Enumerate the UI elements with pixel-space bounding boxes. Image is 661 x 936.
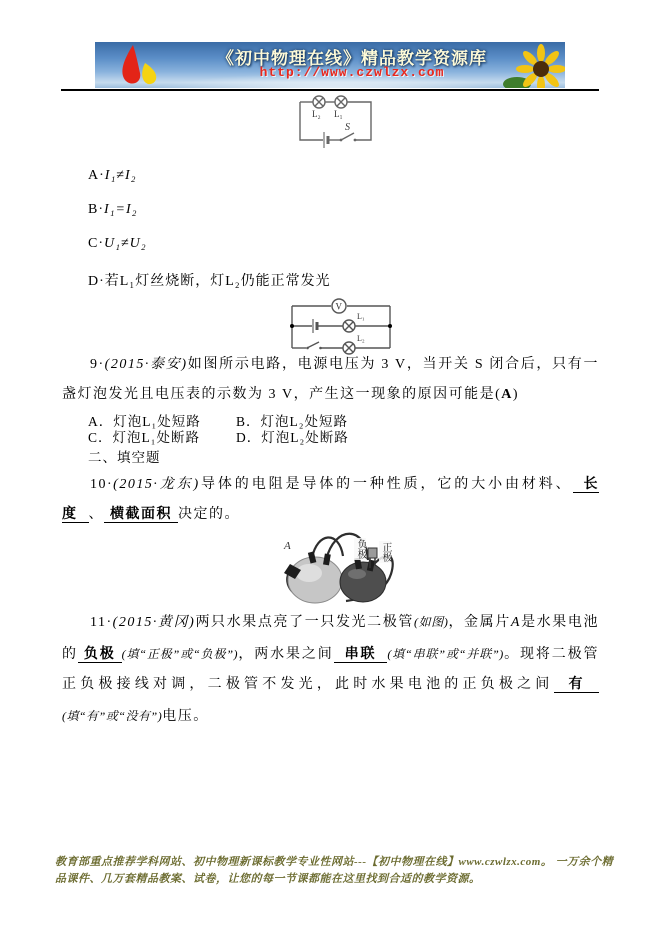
- separator: 、: [88, 507, 104, 522]
- lamp-left-label: L₂: [312, 109, 321, 119]
- lamp-bottom-label: L₂: [357, 334, 365, 343]
- question-11-stem6: 电压。: [162, 708, 209, 724]
- option-d-text: 若L₁灯丝烧断，灯L₂仍能正常发光: [104, 274, 331, 289]
- switch-icon: [308, 342, 319, 348]
- q9-option-b: B．灯泡L₂处短路: [236, 414, 348, 429]
- option-c-prefix: C·: [88, 236, 104, 251]
- led-icon: [368, 548, 377, 558]
- series-circuit-figure: [294, 92, 378, 152]
- question-11-blank1: 负极: [78, 647, 122, 663]
- question-10-stem1: 导体的电阻是导体的一种性质，它的大小由材料、: [199, 477, 573, 492]
- question-9-number: 9·: [90, 357, 105, 372]
- sunflower-icon: [503, 44, 565, 88]
- option-b-prefix: B·: [88, 202, 104, 217]
- lamp-top-label: L₁: [357, 312, 365, 321]
- switch-icon: [342, 133, 354, 140]
- q9-option-a: A．灯泡L₁处短路: [88, 414, 201, 429]
- switch-label: S: [345, 122, 350, 133]
- option-a: [88, 168, 137, 184]
- footer-promo-text: 教育部重点推荐学科网站、初中物理新课标教学专业性网站---【初中物理在线】www.czwlzx.com。 一万余个精品课件、几万套精品教案、试卷，让您的每一节课都能在这里找到合适的教学资源。: [55, 856, 614, 885]
- banner-title: 《初中物理在线》精品教学资源库: [217, 49, 487, 68]
- question-9-stem: 如图所示电路，电源电压为 3 V，当开关 S 闭合后，只有一盏灯泡发光且电压表的示数为 3 V，产生这一现象的原因可能是(: [62, 357, 599, 402]
- fruit-right: [340, 562, 386, 602]
- question-11-stem1: 两只水果点亮了一只发光二极管: [195, 615, 414, 630]
- question-9-answer: A: [501, 387, 513, 402]
- question-11-hint2: (填“串联”或“并联”): [387, 646, 504, 661]
- question-11-hint1: (填“正极”或“负极”): [121, 646, 239, 661]
- option-d: [88, 270, 331, 290]
- header-banner: [95, 42, 565, 88]
- question-11-stem3: 是水果电池的: [62, 615, 600, 662]
- option-b-formula: I₁=I₂: [104, 202, 138, 217]
- option-d-prefix: D·: [88, 274, 105, 289]
- question-11-number: 11·: [90, 615, 113, 630]
- fruit-battery-figure: [282, 514, 404, 610]
- option-c-formula: U₁≠U₂: [104, 236, 147, 251]
- site-logo-icon: [111, 43, 157, 87]
- question-11-stem5: 。现将二极管正负极接线对调，二极管不发光，此时水果电池的正负极之间: [62, 646, 600, 692]
- lamp-right-label: L₁: [334, 109, 343, 119]
- question-10-blank2: 横截面积: [104, 507, 178, 523]
- negative-pole-label: 负极: [355, 539, 366, 559]
- q9-option-c: C．灯泡L₁处断路: [88, 430, 200, 445]
- question-11-note: (如图): [414, 615, 449, 629]
- question-11-hint3: (填“有”或“没有”): [62, 708, 163, 723]
- header-divider: [61, 89, 599, 91]
- question-10-blank1: 长度: [62, 477, 600, 522]
- option-b: [88, 202, 138, 218]
- question-11-blank3: 有: [554, 677, 600, 693]
- banner-url: http://www.czwlzx.com: [259, 65, 445, 80]
- section-2-title: 二、填空题: [88, 450, 161, 465]
- options-row: [88, 430, 349, 446]
- question-10-stem2: 决定的。: [178, 507, 240, 522]
- voltmeter-label: V: [335, 301, 342, 312]
- positive-pole-label: 正极: [380, 542, 391, 562]
- question-11-blank2: 串联: [334, 647, 388, 663]
- question-9: [62, 350, 599, 410]
- question-11-source: (2015·黄冈): [112, 615, 196, 630]
- option-a-prefix: A·: [88, 168, 105, 183]
- metal-plate-label: A: [284, 540, 291, 552]
- question-9-options: [88, 414, 349, 446]
- question-11-stem2: ，金属片: [448, 615, 511, 630]
- option-c: [88, 236, 147, 252]
- option-a-formula: I₁≠I₂: [104, 168, 137, 183]
- q9-option-d: D．灯泡L₂处断路: [236, 430, 349, 445]
- question-10-number: 10·: [90, 477, 114, 492]
- metal-plate-var: A: [510, 615, 521, 630]
- parallel-circuit-figure: [286, 297, 396, 357]
- question-11-stem4: ，两水果之间: [238, 646, 334, 662]
- question-10-source: (2015·龙东): [113, 477, 200, 492]
- options-row: [88, 414, 349, 430]
- question-11: [62, 607, 599, 732]
- question-9-source: (2015·泰安): [104, 357, 188, 372]
- question-9-stem-end: ): [512, 387, 520, 402]
